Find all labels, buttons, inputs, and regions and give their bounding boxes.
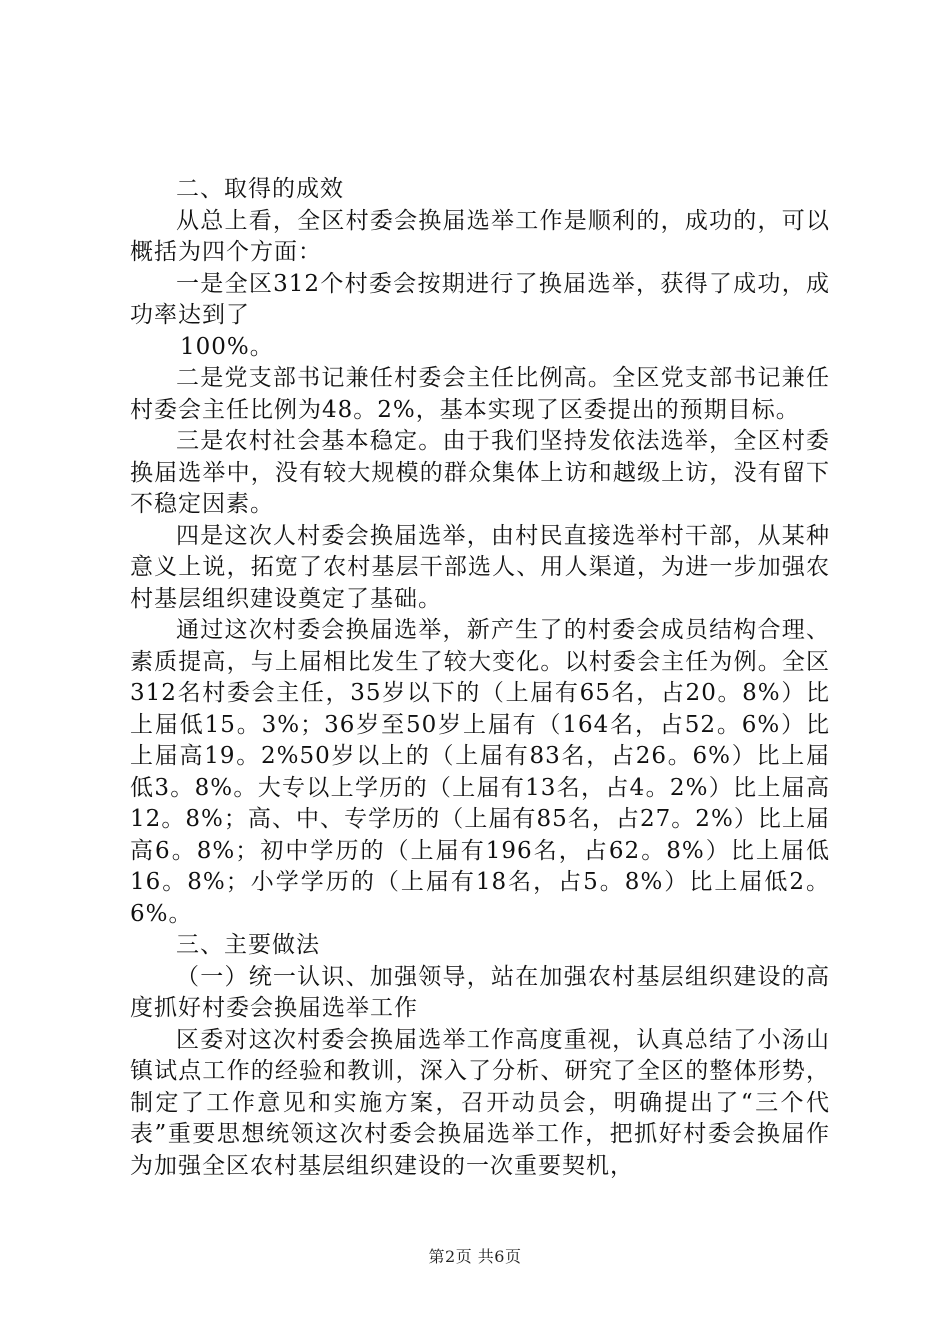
document-body bbox=[130, 174, 830, 1182]
paragraph-point-four: 四是这次人村委会换届选举，由村民直接选举村干部，从某种意义上说，拓宽了农村基层干部选人、用人渠道，为进一步加强农村基层组织建设奠定了基础。 bbox=[130, 522, 830, 612]
page-number-footer: 第2页 共6页 bbox=[428, 1247, 522, 1266]
paragraph-point-three: 三是农村社会基本稳定。由于我们坚持发依法选举，全区村委换届选举中，没有较大规模的群众集体上访和越级上访，没有留下不稳定因素。 bbox=[130, 428, 830, 517]
paragraph-point-one: 一是全区312个村委会按期进行了换届选举，获得了成功，成功率达到了 bbox=[130, 270, 830, 328]
paragraph-district-committee: 区委对这次村委会换届选举工作高度重视，认真总结了小汤山镇试点工作的经验和教训，深入了分析、研究了全区的整体形势，制定了工作意见和实施方案，召开动员会，明确提出了“三个代表”重要思想统领这次村委会换届选举工作，把抓好村委会换届作为加强全区农村基层组织建设的一次重要契机， bbox=[130, 1026, 830, 1179]
paragraph-statistics: 通过这次村委会换届选举，新产生了的村委会成员结构合理、素质提高，与上届相比发生了较大变化。以村委会主任为例。全区312名村委会主任，35岁以下的（上届有65名，占20。8%）比上届低15。3%；36岁至50岁上届有（164名，占52。6%）比上届高19。2%50岁以上的（上届有83名，占26。6%）比上届低3。8%。大专以上学历的（上届有13名，占4。2%）比上届高12。8%；高、中、专学历的（上届有85名，占27。2%）比上届高6。8%；初中学历的（上届有196名，占62。8%）比上届低16。8%；小学学历的（上届有18名，占5。8%）比上届低2。6%。 bbox=[130, 617, 830, 927]
section-heading-methods: 三、主要做法 bbox=[176, 932, 320, 958]
paragraph-point-one-rate: 100%。 bbox=[180, 333, 274, 360]
paragraph-point-two: 二是党支部书记兼任村委会主任比例高。全区党支部书记兼任村委会主任比例为48。2%，基本实现了区委提出的预期目标。 bbox=[130, 365, 830, 423]
subheading-unified-leadership: （一）统一认识、加强领导，站在加强农村基层组织建设的高度抓好村委会换届选举工作 bbox=[130, 963, 830, 1021]
section-heading-results: 二、取得的成效 bbox=[176, 176, 344, 202]
paragraph-overview: 从总上看，全区村委会换届选举工作是顺利的，成功的，可以概括为四个方面： bbox=[130, 207, 830, 265]
